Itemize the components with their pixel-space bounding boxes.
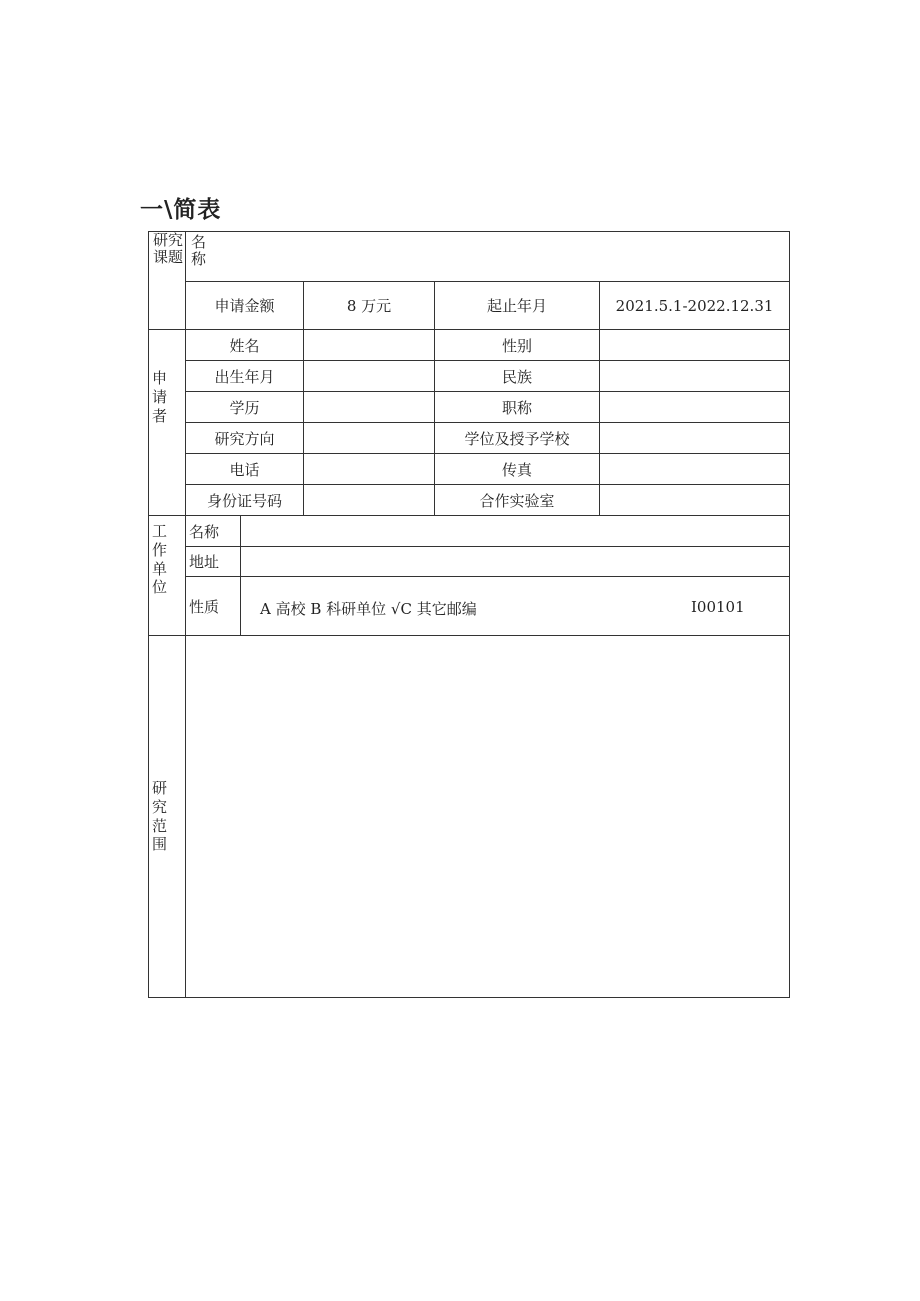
gender-label: 性别 <box>435 330 600 361</box>
employer-section-label: 工作单位 <box>149 516 186 636</box>
applicant-row <box>149 485 790 516</box>
phone-label: 电话 <box>186 454 304 485</box>
applicant-row <box>149 392 790 423</box>
section-title: 一\简表 <box>140 197 222 223</box>
amount-value[interactable]: 8 万元 <box>304 282 435 330</box>
employer-address-input[interactable] <box>241 547 790 577</box>
scope-content-area[interactable] <box>186 636 790 998</box>
id-number-input[interactable] <box>304 485 435 516</box>
job-title-input[interactable] <box>600 392 790 423</box>
degree-school-input[interactable] <box>600 423 790 454</box>
education-input[interactable] <box>304 392 435 423</box>
ethnicity-label: 民族 <box>435 361 600 392</box>
applicant-row <box>149 330 790 361</box>
project-amount-row <box>149 282 790 330</box>
research-direction-input[interactable] <box>304 423 435 454</box>
degree-school-label: 学位及授予学校 <box>435 423 600 454</box>
job-title-label: 职称 <box>435 392 600 423</box>
period-value[interactable]: 2021.5.1-2022.12.31 <box>600 282 790 330</box>
applicant-row <box>149 454 790 485</box>
amount-label: 申请金额 <box>186 282 304 330</box>
lab-input[interactable] <box>600 485 790 516</box>
education-label: 学历 <box>186 392 304 423</box>
scope-section-label: 研究范围 <box>149 636 186 998</box>
employer-nature-cell[interactable] <box>241 577 790 636</box>
research-direction-label: 研究方向 <box>186 423 304 454</box>
employer-name-row <box>149 516 790 547</box>
project-section-label: 研究课题 <box>149 232 186 330</box>
name-label: 姓名 <box>186 330 304 361</box>
gender-input[interactable] <box>600 330 790 361</box>
period-label: 起止年月 <box>435 282 600 330</box>
applicant-row <box>149 423 790 454</box>
summary-form-table <box>148 231 790 998</box>
project-name-cell[interactable] <box>186 232 790 282</box>
birth-input[interactable] <box>304 361 435 392</box>
employer-name-input[interactable] <box>241 516 790 547</box>
applicant-section-label: 申请者 <box>149 330 186 516</box>
phone-input[interactable] <box>304 454 435 485</box>
birth-label: 出生年月 <box>186 361 304 392</box>
fax-input[interactable] <box>600 454 790 485</box>
employer-nature-label: 性质 <box>186 577 241 636</box>
scope-row <box>149 636 790 998</box>
employer-address-label: 地址 <box>186 547 241 577</box>
fax-label: 传真 <box>435 454 600 485</box>
employer-name-label: 名称 <box>186 516 241 547</box>
project-name-label: 名称 <box>191 233 207 268</box>
employer-nature-row <box>149 577 790 636</box>
postcode-value: I00101 <box>691 598 745 616</box>
ethnicity-input[interactable] <box>600 361 790 392</box>
employer-address-row <box>149 547 790 577</box>
name-input[interactable] <box>304 330 435 361</box>
lab-label: 合作实验室 <box>435 485 600 516</box>
applicant-row <box>149 361 790 392</box>
project-name-row <box>149 232 790 282</box>
employer-nature-options: A 高校 B 科研单位 √C 其它邮编 <box>260 600 477 618</box>
id-number-label: 身份证号码 <box>186 485 304 516</box>
